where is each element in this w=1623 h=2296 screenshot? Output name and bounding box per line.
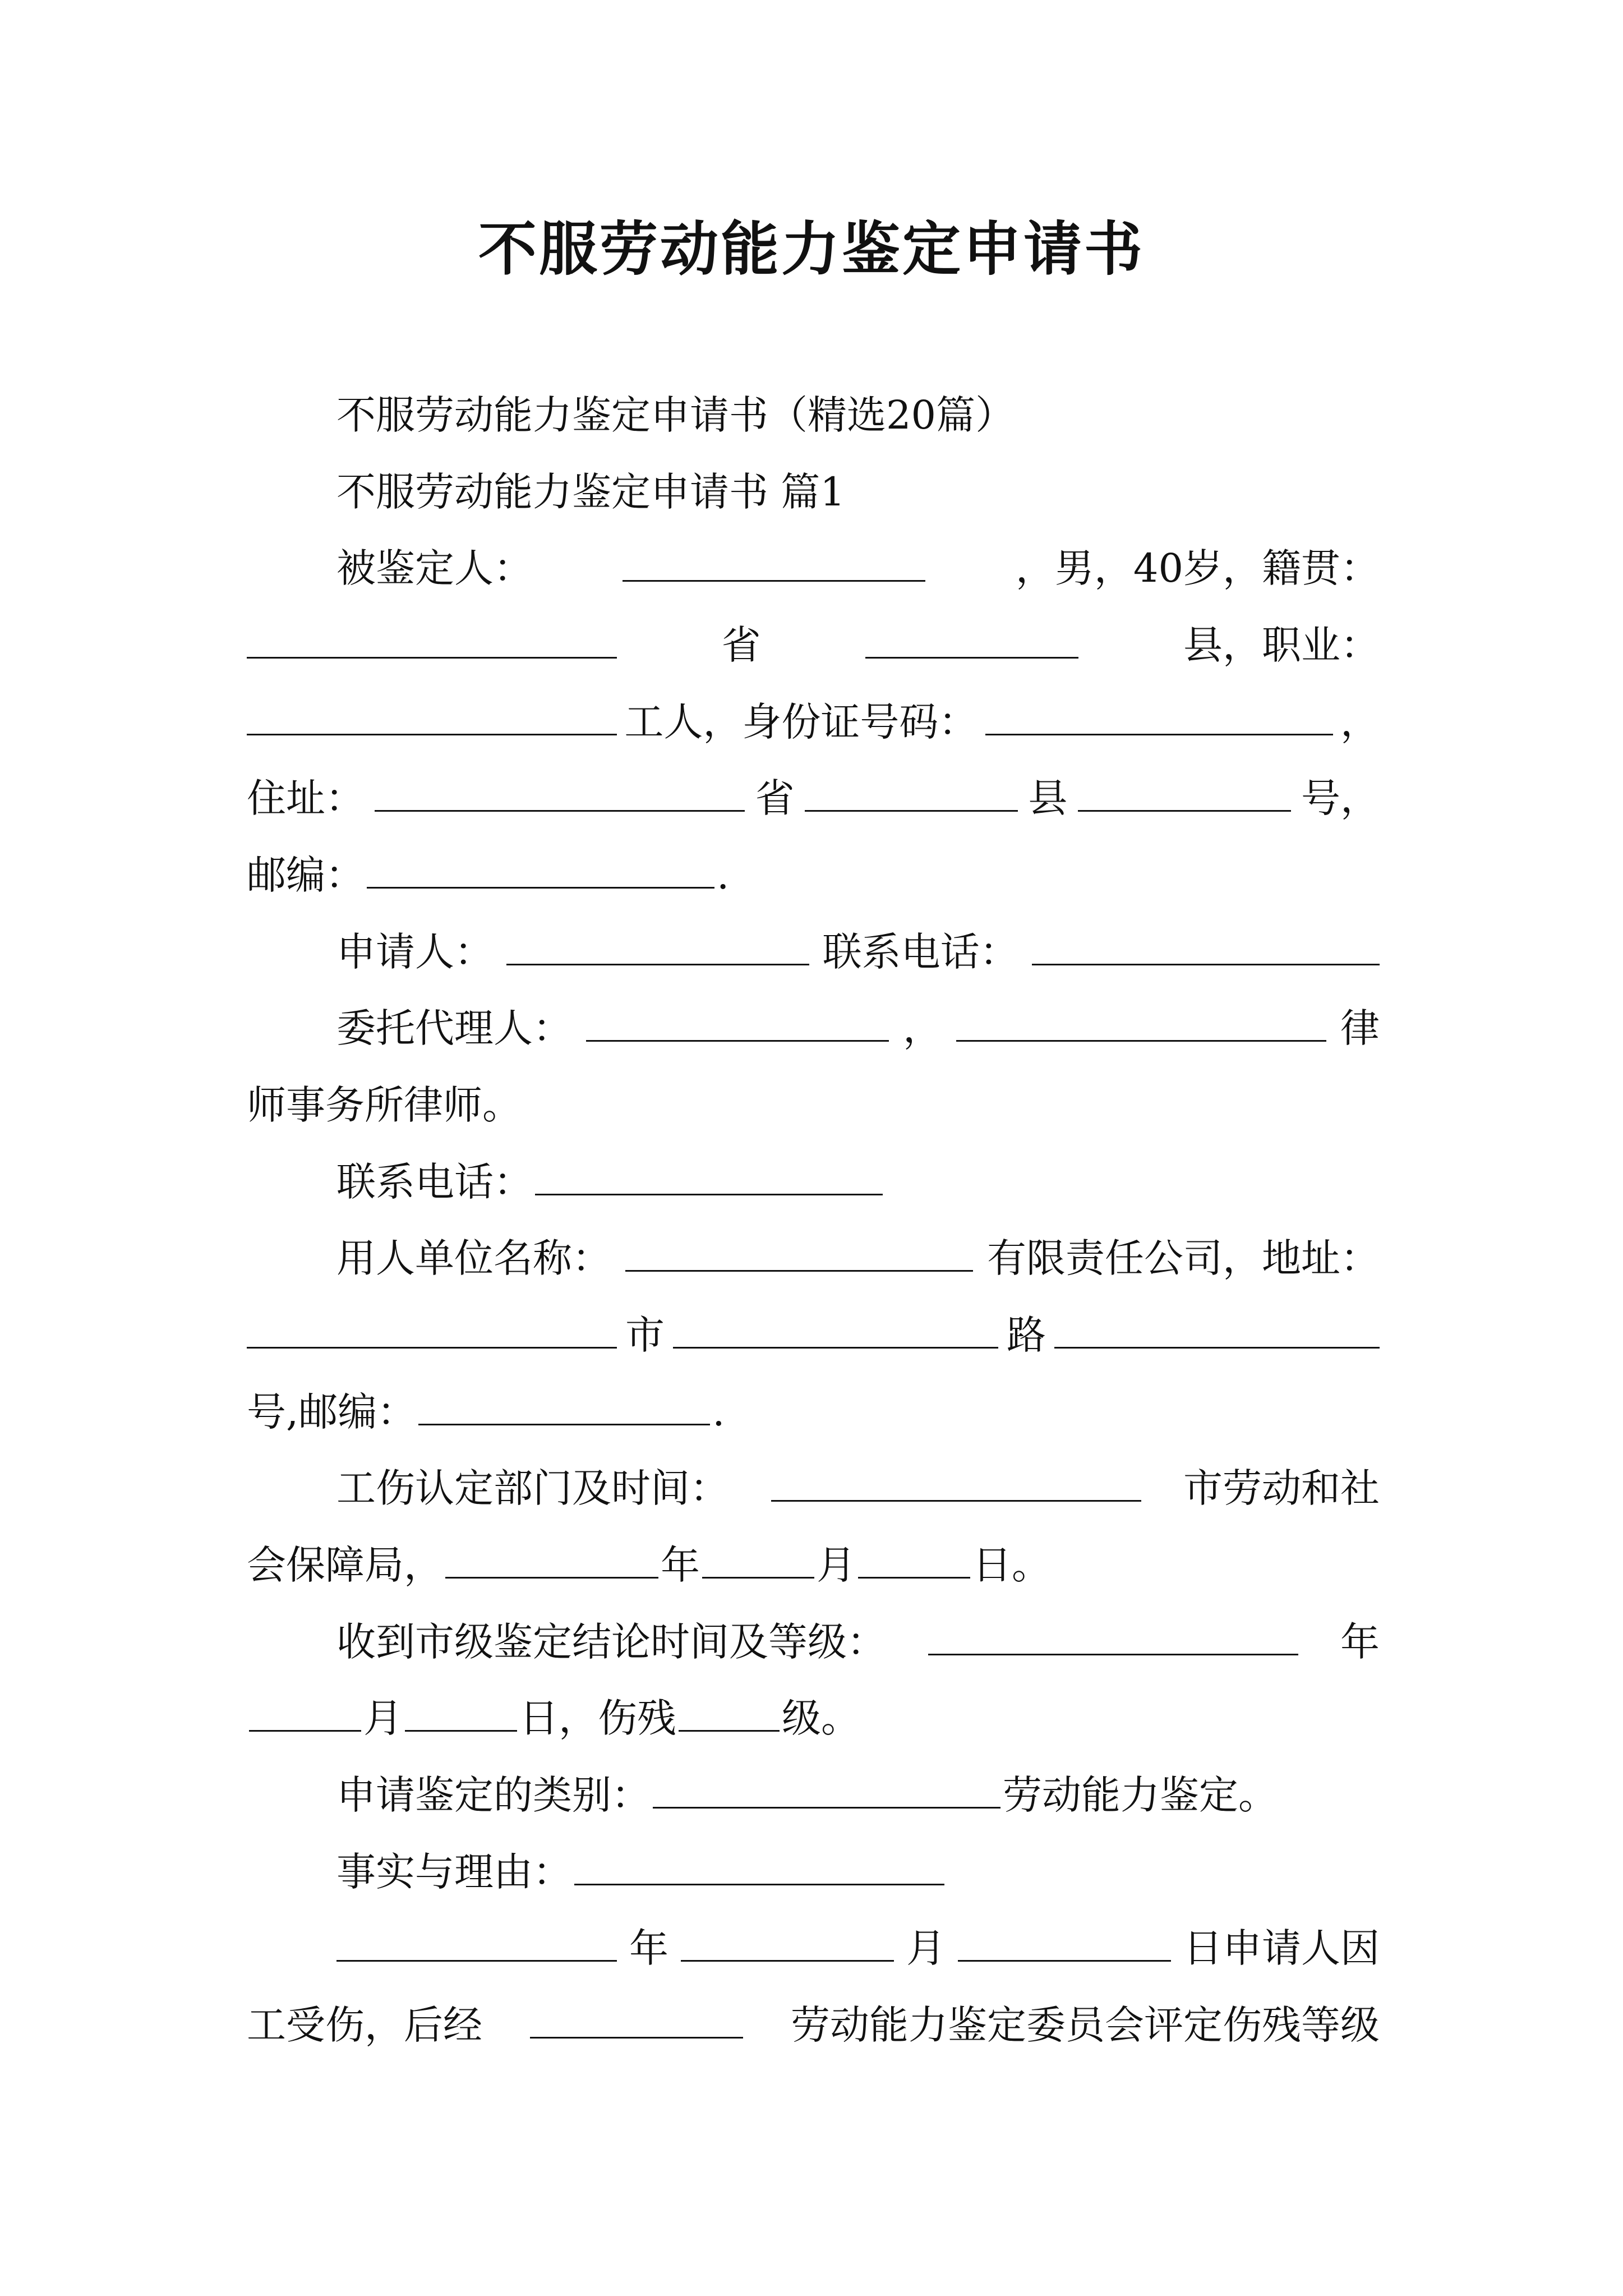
label: 事实与理由： xyxy=(336,1849,572,1895)
label: 县，职业： xyxy=(1183,622,1380,668)
day-blank[interactable] xyxy=(858,1543,970,1579)
department-blank[interactable] xyxy=(771,1466,1141,1502)
label: 联系电话： xyxy=(822,929,1019,975)
label: 用人单位名称： xyxy=(336,1235,611,1281)
address-blank[interactable] xyxy=(375,776,745,812)
agent-blank[interactable] xyxy=(586,1006,889,1042)
address-line xyxy=(247,770,1380,826)
law-firm-blank[interactable] xyxy=(956,1006,1326,1042)
label: 省 xyxy=(721,622,761,668)
label: 劳动能力鉴定委员会评定伤残等级 xyxy=(791,2002,1380,2048)
address-county-blank[interactable] xyxy=(805,776,1018,812)
label: 月 xyxy=(906,1925,946,1971)
label: 号,邮编： xyxy=(247,1389,417,1435)
text: 不服劳动能力鉴定申请书 篇1 xyxy=(336,469,845,515)
employer-line xyxy=(336,1230,1380,1286)
conclusion-month-blank[interactable] xyxy=(249,1696,361,1732)
employer-postcode-line xyxy=(247,1384,1380,1440)
label: 日申请人因 xyxy=(1183,1925,1380,1971)
employer-address-line xyxy=(247,1307,1380,1363)
address-number-blank[interactable] xyxy=(1078,776,1291,812)
conclusion-day-blank[interactable] xyxy=(405,1696,517,1732)
label: . xyxy=(712,1389,725,1435)
agent-phone-blank[interactable] xyxy=(535,1160,883,1195)
facts-blank[interactable] xyxy=(574,1850,944,1885)
label: 路 xyxy=(1007,1312,1046,1358)
applicant-blank[interactable] xyxy=(506,930,809,965)
label: 被鉴定人： xyxy=(336,545,533,591)
label: 月 xyxy=(363,1695,403,1741)
facts-reasons-line xyxy=(336,1844,1380,1900)
subtitle-line xyxy=(336,387,1380,443)
county-blank[interactable] xyxy=(865,623,1078,659)
label: 市 xyxy=(625,1312,665,1358)
label: 申请鉴定的类别： xyxy=(336,1772,651,1818)
province-county-line xyxy=(247,617,1380,673)
text: 师事务所律师。 xyxy=(247,1082,522,1128)
label: 工人，身份证号码： xyxy=(624,699,978,745)
agent-phone-line xyxy=(336,1154,1380,1210)
law-firm-line xyxy=(247,1077,1380,1133)
month-blank[interactable] xyxy=(702,1543,814,1579)
postcode-blank[interactable] xyxy=(367,853,714,889)
category-blank[interactable] xyxy=(653,1773,1000,1809)
label: 工受伤，后经 xyxy=(247,2002,482,2048)
label: 委托代理人： xyxy=(336,1005,572,1051)
label: 有限责任公司，地址： xyxy=(987,1235,1380,1281)
assessment-line xyxy=(247,1997,1380,2053)
label: 日，伤残 xyxy=(519,1695,676,1741)
label: ，男，40岁，籍贯： xyxy=(1015,545,1380,591)
agent-line xyxy=(336,1000,1380,1056)
text: 不服劳动能力鉴定申请书（精选20篇） xyxy=(336,392,1015,438)
label: 省 xyxy=(755,775,795,821)
injury-department-line xyxy=(336,1460,1380,1516)
narrative-month-blank[interactable] xyxy=(681,1926,894,1962)
label: 年 xyxy=(661,1542,700,1588)
label: . xyxy=(717,852,730,898)
injury-date-line xyxy=(247,1537,1380,1593)
label: 市劳动和社 xyxy=(1183,1465,1380,1511)
label: 年 xyxy=(1340,1619,1380,1665)
name-blank[interactable] xyxy=(623,546,925,582)
employer-postcode-blank[interactable] xyxy=(418,1390,710,1425)
label: 工伤认定部门及时间： xyxy=(336,1465,729,1511)
category-line xyxy=(336,1767,1380,1823)
label: 县 xyxy=(1028,775,1068,821)
employer-blank[interactable] xyxy=(625,1236,973,1272)
label: 律 xyxy=(1340,1005,1380,1051)
committee-blank[interactable] xyxy=(530,2003,743,2039)
employer-road-blank[interactable] xyxy=(673,1313,998,1349)
label: ， xyxy=(1340,699,1380,745)
grade-blank[interactable] xyxy=(679,1696,780,1732)
label: 申请人： xyxy=(336,929,494,975)
disability-grade-line xyxy=(247,1690,1380,1746)
id-number-blank[interactable] xyxy=(985,700,1333,735)
section-heading xyxy=(336,464,1380,520)
id-number-line xyxy=(247,694,1380,750)
employer-number-blank[interactable] xyxy=(1054,1313,1380,1349)
label: 号， xyxy=(1301,775,1380,821)
postcode-line xyxy=(247,847,1380,903)
appraised-person-line xyxy=(336,540,1380,596)
applicant-phone-blank[interactable] xyxy=(1032,930,1380,965)
label: 级。 xyxy=(782,1695,860,1741)
conclusion-year-blank[interactable] xyxy=(928,1620,1298,1655)
label: 联系电话： xyxy=(336,1159,533,1205)
injury-narrative-line xyxy=(336,1920,1380,1976)
label: 收到市级鉴定结论时间及等级： xyxy=(336,1619,886,1665)
employer-city-blank[interactable] xyxy=(247,1313,617,1349)
label: 年 xyxy=(629,1925,668,1971)
label: 月 xyxy=(817,1542,856,1588)
applicant-line xyxy=(336,924,1380,980)
label: 会保障局， xyxy=(247,1542,443,1588)
native-blank[interactable] xyxy=(247,623,617,659)
narrative-year-blank[interactable] xyxy=(336,1926,617,1962)
label: 邮编： xyxy=(247,852,365,898)
conclusion-line xyxy=(336,1614,1380,1670)
occupation-blank[interactable] xyxy=(247,700,617,735)
document-title: 不服劳动能力鉴定申请书 xyxy=(478,215,1145,283)
label: 日。 xyxy=(972,1542,1051,1588)
label: 住址： xyxy=(247,775,365,821)
label: 劳动能力鉴定。 xyxy=(1003,1772,1278,1818)
label: ， xyxy=(903,1005,942,1051)
narrative-day-blank[interactable] xyxy=(958,1926,1171,1962)
year-blank[interactable] xyxy=(445,1543,658,1579)
